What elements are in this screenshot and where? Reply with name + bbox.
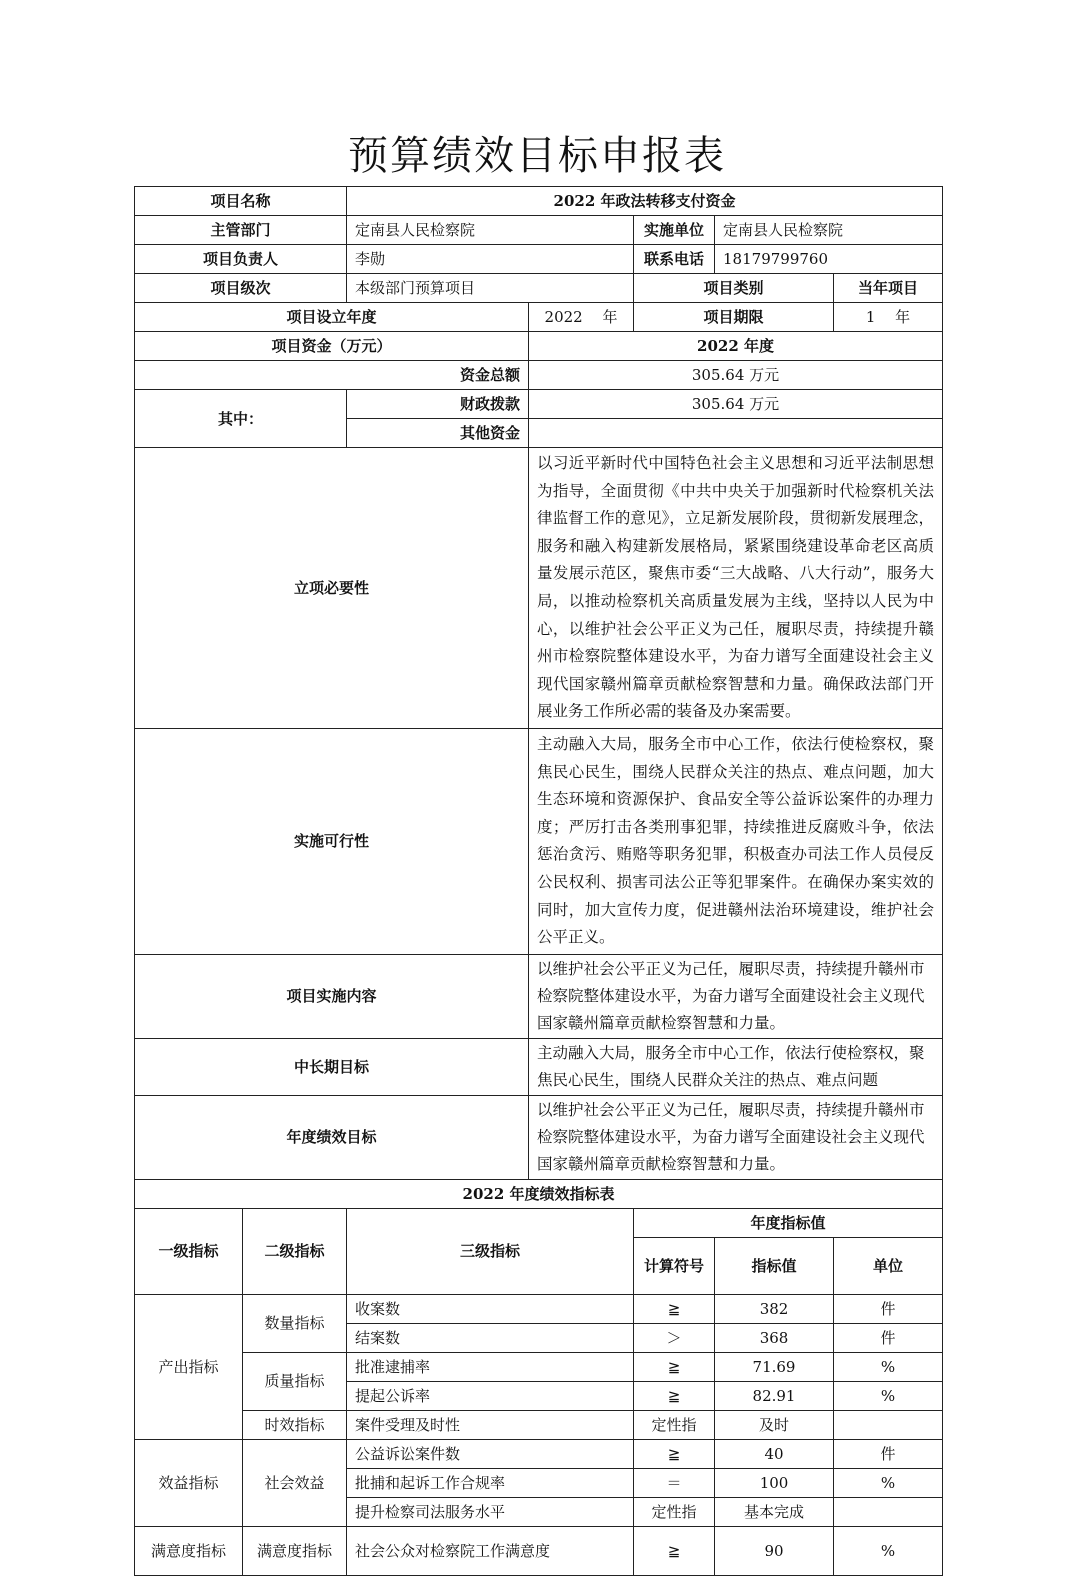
impl-label: 实施单位 [634,216,715,245]
impl-value: 定南县人民检察院 [715,216,943,245]
indicator-name: 批捕和起诉工作合规率 [347,1468,634,1497]
dept-label: 主管部门 [135,216,347,245]
header-level3: 三级指标 [347,1208,634,1294]
indicator-unit [834,1410,943,1439]
indicator-value: 40 [715,1439,834,1468]
content-text: 以维护社会公平正义为己任，履职尽责，持续提升赣州市检察院整体建设水平，为奋力谱写全面建设社会主义现代国家赣州篇章贡献检察智慧和力量。 [529,954,943,1038]
indicator-name: 收案数 [347,1294,634,1323]
annual-goal-label: 年度绩效目标 [135,1095,529,1179]
level-value: 本级部门预算项目 [347,274,634,303]
necessity-label: 立项必要性 [135,448,529,729]
indicator-symbol: ≧ [634,1294,715,1323]
indicator-unit: 件 [834,1323,943,1352]
indicator-value: 368 [715,1323,834,1352]
funds-total-value: 305.64 万元 [529,361,943,390]
timeliness-indicator-label: 时效指标 [243,1410,347,1439]
indicator-symbol: 定性指 [634,1497,715,1526]
indicator-value: 基本完成 [715,1497,834,1526]
level-label: 项目级次 [135,274,347,303]
satisfaction-sub-label: 满意度指标 [243,1526,347,1575]
leader-value: 李勋 [347,245,634,274]
indicator-value: 90 [715,1526,834,1575]
indicator-unit: % [834,1381,943,1410]
period-value: 1 年 [834,303,943,332]
annual-goal-text: 以维护社会公平正义为己任，履职尽责，持续提升赣州市检察院整体建设水平，为奋力谱写全面建设社会主义现代国家赣州篇章贡献检察智慧和力量。 [529,1095,943,1179]
indicator-name: 提起公诉率 [347,1381,634,1410]
leader-label: 项目负责人 [135,245,347,274]
indicator-symbol: ≧ [634,1381,715,1410]
indicator-unit: % [834,1468,943,1497]
phone-value: 18179799760 [715,245,943,274]
table-row [135,1526,943,1575]
category-label: 项目类别 [634,274,834,303]
social-benefit-label: 社会效益 [243,1439,347,1526]
indicator-name: 结案数 [347,1323,634,1352]
quantity-indicator-label: 数量指标 [243,1294,347,1352]
header-annual-value: 年度指标值 [634,1208,943,1237]
indicator-table-title: 2022 年度绩效指标表 [135,1179,943,1208]
indicator-name: 社会公众对检察院工作满意度 [347,1526,634,1575]
funds-fiscal-value: 305.64 万元 [529,390,943,419]
indicator-unit: 件 [834,1439,943,1468]
header-unit: 单位 [834,1237,943,1294]
indicator-name: 案件受理及时性 [347,1410,634,1439]
indicator-symbol: ≧ [634,1526,715,1575]
indicator-unit: % [834,1352,943,1381]
indicator-unit: 件 [834,1294,943,1323]
benefit-indicator-label: 效益指标 [135,1439,243,1526]
indicator-unit: % [834,1526,943,1575]
phone-label: 联系电话 [634,245,715,274]
content-label: 项目实施内容 [135,954,529,1038]
funds-label: 项目资金（万元） [135,332,529,361]
indicator-value: 100 [715,1468,834,1497]
project-name-value: 2022 年政法转移支付资金 [347,187,943,216]
table-row [135,1410,943,1439]
funds-other-value [529,419,943,448]
midlong-text: 主动融入大局，服务全市中心工作，依法行使检察权，聚焦民心民生，围绕人民群众关注的热点、难点问题 [529,1038,943,1095]
funds-other-label: 其他资金 [347,419,529,448]
period-label: 项目期限 [634,303,834,332]
category-value: 当年项目 [834,274,943,303]
funds-fiscal-label: 财政拨款 [347,390,529,419]
indicator-symbol: ≧ [634,1352,715,1381]
necessity-text: 以习近平新时代中国特色社会主义思想和习近平法制思想为指导，全面贯彻《中共中央关于加强新时代检察机关法律监督工作的意见》，立足新发展阶段，贯彻新发展理念，服务和融入构建新发展格局，紧紧围绕建设革命老区高质量发展示范区，聚焦市委“三大战略、八大行动”，服务大局，以推动检察机关高质量发展为主线，坚持以人民为中心，以维护社会公平正义为己任，履职尽责，持续提升赣州市检察院整体建设水平，为奋力谱写全面建设社会主义现代国家赣州篇章贡献检察智慧和力量。确保政法部门开展业务工作所必需的装备及办案需要。 [529,448,943,729]
year-value: 2022 年 [529,303,634,332]
quality-indicator-label: 质量指标 [243,1352,347,1410]
indicator-value: 及时 [715,1410,834,1439]
header-value: 指标值 [715,1237,834,1294]
header-level1: 一级指标 [135,1208,243,1294]
year-label: 项目设立年度 [135,303,529,332]
header-symbol: 计算符号 [634,1237,715,1294]
indicator-value: 82.91 [715,1381,834,1410]
table-row [135,1439,943,1468]
indicator-unit [834,1497,943,1526]
feasibility-label: 实施可行性 [135,728,529,954]
indicator-symbol: ＞ [634,1323,715,1352]
indicator-symbol: 定性指 [634,1410,715,1439]
indicator-value: 382 [715,1294,834,1323]
funds-total-spacer [135,361,347,390]
table-row [135,1352,943,1381]
indicator-symbol: ＝ [634,1468,715,1497]
satisfaction-indicator-label: 满意度指标 [135,1526,243,1575]
indicator-name: 公益诉讼案件数 [347,1439,634,1468]
funds-total-label: 资金总额 [347,361,529,390]
indicator-symbol: ≧ [634,1439,715,1468]
indicator-value: 71.69 [715,1352,834,1381]
budget-table [134,186,943,1576]
funds-of-which-label: 其中： [135,390,347,448]
header-level2: 二级指标 [243,1208,347,1294]
funds-year-header: 2022 年度 [529,332,943,361]
dept-value: 定南县人民检察院 [347,216,634,245]
table-row [135,1294,943,1323]
project-name-label: 项目名称 [135,187,347,216]
indicator-name: 提升检察司法服务水平 [347,1497,634,1526]
indicator-name: 批准逮捕率 [347,1352,634,1381]
output-indicator-label: 产出指标 [135,1294,243,1439]
midlong-label: 中长期目标 [135,1038,529,1095]
feasibility-text: 主动融入大局，服务全市中心工作，依法行使检察权，聚焦民心民生，围绕人民群众关注的热点、难点问题，加大生态环境和资源保护、食品安全等公益诉讼案件的办理力度；严厉打击各类刑事犯罪，持续推进反腐败斗争，依法惩治贪污、贿赂等职务犯罪，积极查办司法工作人员侵反公民权利、损害司法公正等犯罪案件。在确保办案实效的同时，加大宣传力度，促进赣州法治环境建设，维护社会公平正义。 [529,728,943,954]
page-title: 预算绩效目标申报表 [348,133,726,179]
